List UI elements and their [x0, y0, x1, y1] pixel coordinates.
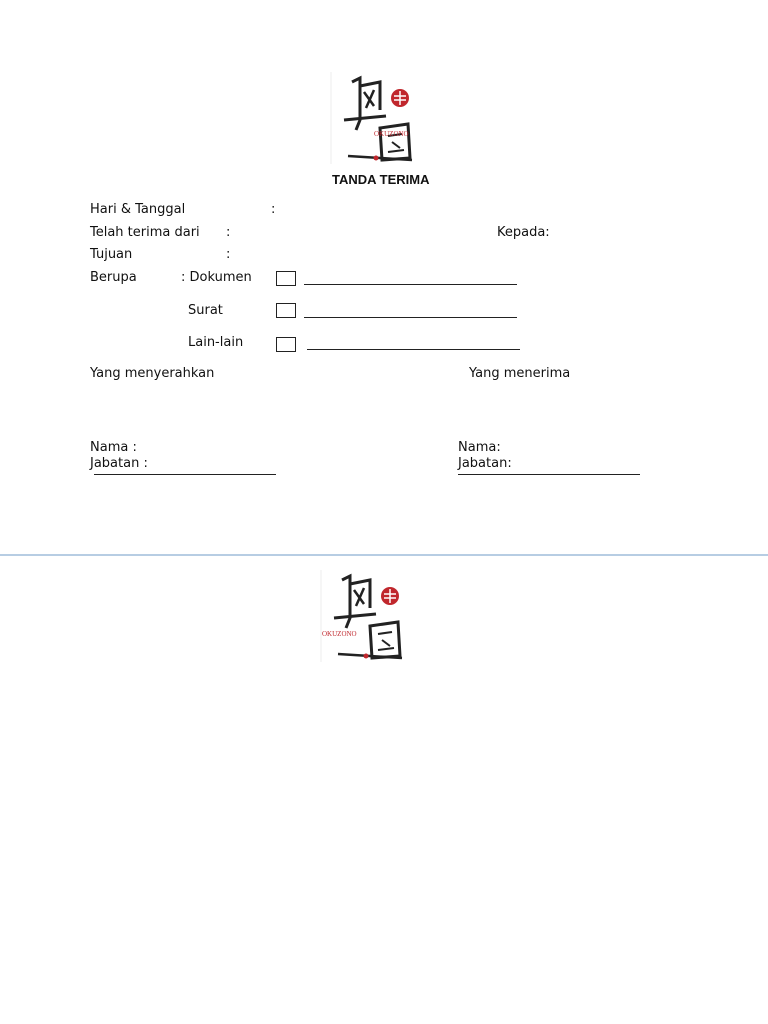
label-lain-lain: Lain-lain — [188, 335, 244, 350]
label-nama-left: Nama : — [90, 440, 137, 455]
checkbox-surat[interactable] — [276, 303, 296, 318]
line-surat — [304, 317, 517, 318]
logo-graphic-second — [320, 570, 406, 662]
label-tujuan: Tujuan — [90, 247, 133, 262]
colon-tujuan: : — [226, 247, 231, 262]
label-yang-menyerahkan: Yang menyerahkan — [90, 366, 215, 381]
label-dokumen: : Dokumen — [181, 270, 252, 285]
label-surat: Surat — [188, 303, 223, 318]
okuzono-logo-second — [320, 570, 406, 662]
label-hari-tanggal: Hari & Tanggal — [90, 202, 186, 217]
document-title: TANDA TERIMA — [332, 172, 430, 187]
signature-line-right — [458, 474, 640, 475]
line-lain-lain — [307, 349, 520, 350]
label-telah-terima: Telah terima dari — [90, 225, 200, 240]
svg-text:OKUZONO: OKUZONO — [322, 630, 357, 638]
line-dokumen — [304, 284, 517, 285]
label-kepada: Kepada: — [497, 225, 550, 240]
colon-telah-terima: : — [226, 225, 231, 240]
logo-graphic — [330, 72, 416, 164]
svg-text:OKUZONO: OKUZONO — [374, 130, 409, 138]
label-nama-right: Nama: — [458, 440, 501, 455]
page-divider — [0, 554, 768, 556]
checkbox-dokumen[interactable] — [276, 271, 296, 286]
okuzono-logo — [330, 72, 416, 164]
checkbox-lain-lain[interactable] — [276, 337, 296, 352]
label-berupa: Berupa — [90, 270, 137, 285]
label-jabatan-right: Jabatan: — [458, 456, 512, 471]
label-yang-menerima: Yang menerima — [469, 366, 571, 381]
signature-line-left — [94, 474, 276, 475]
label-jabatan-left: Jabatan : — [90, 456, 148, 471]
colon-hari-tanggal: : — [271, 202, 276, 217]
